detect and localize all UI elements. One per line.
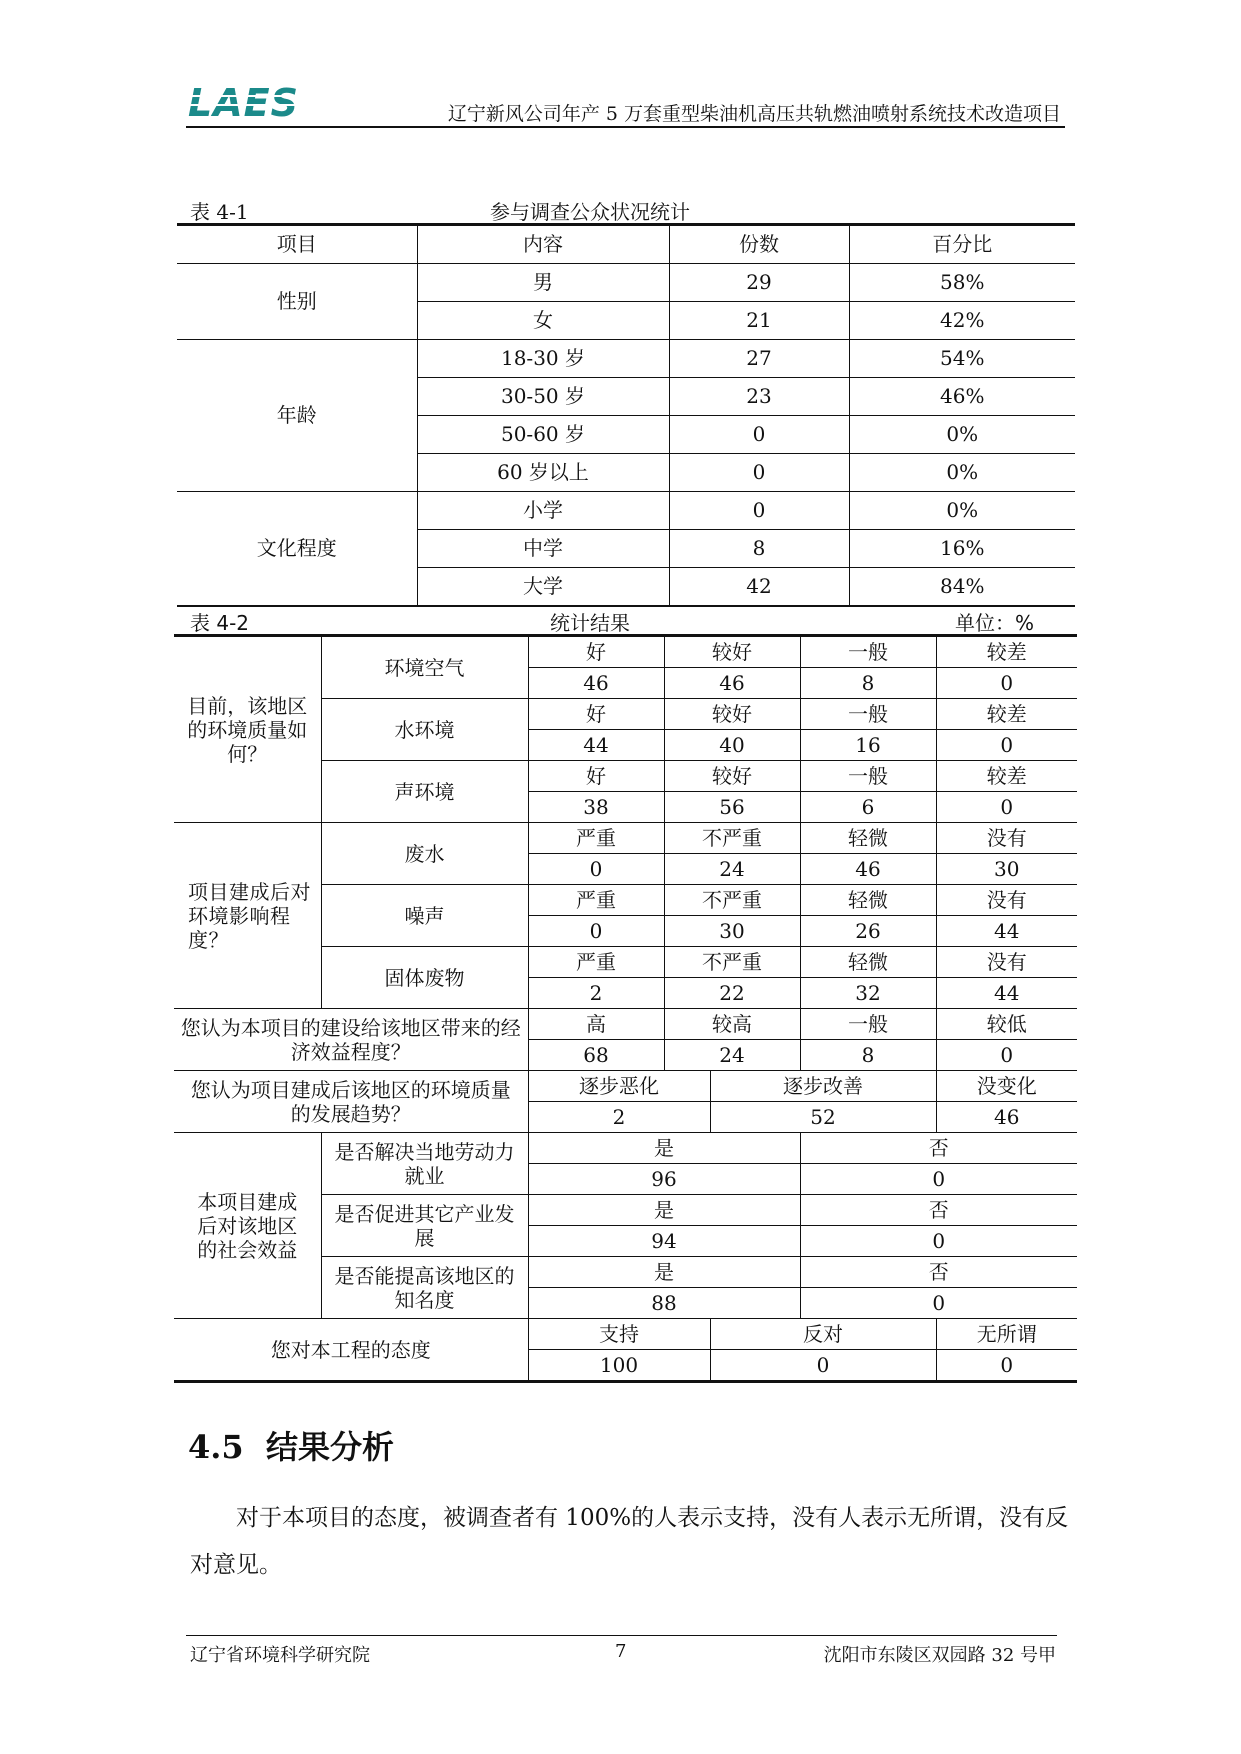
question-cell: 您认为本项目的建设给该地区带来的经济效益程度？ xyxy=(174,1009,528,1071)
value-cell: 22 xyxy=(664,978,800,1009)
table-public-status xyxy=(177,223,1075,607)
footer-institute: 辽宁省环境科学研究院 xyxy=(190,1645,370,1666)
header-cell: 项目 xyxy=(177,225,417,264)
item-cell: 是否促进其它产业发展 xyxy=(321,1195,528,1257)
value-cell: 88 xyxy=(528,1288,800,1319)
option-cell: 较差 xyxy=(936,761,1077,792)
value-cell: 24 xyxy=(664,854,800,885)
cell: 0% xyxy=(849,416,1075,454)
table1-caption-number: 表 4-1 xyxy=(190,200,249,224)
table-row xyxy=(177,264,1075,302)
value-cell: 46 xyxy=(528,668,664,699)
option-cell: 不严重 xyxy=(664,823,800,854)
option-cell: 严重 xyxy=(528,823,664,854)
option-cell: 较差 xyxy=(936,699,1077,730)
cell: 0 xyxy=(669,416,849,454)
value-cell: 56 xyxy=(664,792,800,823)
question-cell: 您对本工程的态度 xyxy=(174,1319,528,1382)
option-cell: 否 xyxy=(800,1195,1077,1226)
header-cell: 内容 xyxy=(417,225,669,264)
cell: 0% xyxy=(849,492,1075,530)
item-cell: 水环境 xyxy=(321,699,528,761)
table-row xyxy=(177,492,1075,530)
value-cell: 30 xyxy=(936,854,1077,885)
cell: 21 xyxy=(669,302,849,340)
logo-text: LAES xyxy=(188,84,299,120)
table-row xyxy=(174,636,1077,668)
header-cell: 份数 xyxy=(669,225,849,264)
table-row xyxy=(174,823,1077,854)
item-cell: 是否能提高该地区的知名度 xyxy=(321,1257,528,1319)
cell: 8 xyxy=(669,530,849,568)
question-cell: 本项目建成后对该地区的社会效益 xyxy=(174,1133,321,1319)
value-cell: 100 xyxy=(528,1350,710,1382)
option-cell: 严重 xyxy=(528,947,664,978)
value-cell: 44 xyxy=(936,916,1077,947)
item-cell: 声环境 xyxy=(321,761,528,823)
table-survey-results xyxy=(174,634,1077,1383)
value-cell: 0 xyxy=(710,1350,936,1382)
value-cell: 46 xyxy=(664,668,800,699)
cell: 0 xyxy=(669,492,849,530)
header-cell: 百分比 xyxy=(849,225,1075,264)
item-cell: 噪声 xyxy=(321,885,528,947)
option-cell: 好 xyxy=(528,699,664,730)
value-cell: 0 xyxy=(528,854,664,885)
cell: 42% xyxy=(849,302,1075,340)
option-cell: 轻微 xyxy=(800,947,936,978)
option-cell: 不严重 xyxy=(664,947,800,978)
footer-rule xyxy=(186,1635,1057,1636)
value-cell: 26 xyxy=(800,916,936,947)
option-cell: 是 xyxy=(528,1257,800,1288)
value-cell: 46 xyxy=(800,854,936,885)
cell: 男 xyxy=(417,264,669,302)
value-cell: 0 xyxy=(936,730,1077,761)
table1-caption-title: 参与调查公众状况统计 xyxy=(490,200,690,224)
value-cell: 32 xyxy=(800,978,936,1009)
option-cell: 较低 xyxy=(936,1009,1077,1040)
cell: 23 xyxy=(669,378,849,416)
section-paragraph: 对于本项目的态度，被调查者有 100%的人表示支持，没有人表示无所谓，没有反对意见。 xyxy=(190,1505,1069,1578)
value-cell: 68 xyxy=(528,1040,664,1071)
option-cell: 逐步改善 xyxy=(710,1071,936,1102)
group-label: 性别 xyxy=(177,264,417,340)
cell: 中学 xyxy=(417,530,669,568)
table-header-row xyxy=(177,225,1075,264)
option-cell: 较好 xyxy=(664,699,800,730)
table-row xyxy=(174,1009,1077,1040)
value-cell: 16 xyxy=(800,730,936,761)
item-cell: 是否解决当地劳动力就业 xyxy=(321,1133,528,1195)
cell: 84% xyxy=(849,568,1075,607)
value-cell: 0 xyxy=(528,916,664,947)
table2-caption-title: 统计结果 xyxy=(550,611,630,635)
value-cell: 52 xyxy=(710,1102,936,1133)
question-cell: 您认为项目建成后该地区的环境质量的发展趋势？ xyxy=(174,1071,528,1133)
group-label: 年龄 xyxy=(177,340,417,492)
table2-caption-number: 表 4-2 xyxy=(190,611,250,635)
option-cell: 好 xyxy=(528,636,664,668)
cell: 27 xyxy=(669,340,849,378)
option-cell: 一般 xyxy=(800,699,936,730)
option-cell: 反对 xyxy=(710,1319,936,1350)
option-cell: 支持 xyxy=(528,1319,710,1350)
value-cell: 0 xyxy=(800,1164,1077,1195)
value-cell: 0 xyxy=(800,1226,1077,1257)
laes-logo xyxy=(188,84,320,120)
section-heading: 4.5 结果分析 xyxy=(188,1428,394,1466)
option-cell: 否 xyxy=(800,1257,1077,1288)
option-cell: 逐步恶化 xyxy=(528,1071,710,1102)
cell: 29 xyxy=(669,264,849,302)
value-cell: 38 xyxy=(528,792,664,823)
table-row xyxy=(177,340,1075,378)
option-cell: 较高 xyxy=(664,1009,800,1040)
option-cell: 好 xyxy=(528,761,664,792)
cell: 16% xyxy=(849,530,1075,568)
page-number: 7 xyxy=(615,1641,627,1662)
cell: 小学 xyxy=(417,492,669,530)
value-cell: 46 xyxy=(936,1102,1077,1133)
value-cell: 96 xyxy=(528,1164,800,1195)
item-cell: 废水 xyxy=(321,823,528,885)
option-cell: 较好 xyxy=(664,636,800,668)
option-cell: 没有 xyxy=(936,947,1077,978)
group-label: 文化程度 xyxy=(177,492,417,607)
option-cell: 不严重 xyxy=(664,885,800,916)
option-cell: 没有 xyxy=(936,885,1077,916)
cell: 46% xyxy=(849,378,1075,416)
cell: 女 xyxy=(417,302,669,340)
cell: 大学 xyxy=(417,568,669,607)
cell: 58% xyxy=(849,264,1075,302)
option-cell: 一般 xyxy=(800,761,936,792)
footer-address: 沈阳市东陵区双园路 32 号甲 xyxy=(823,1645,1056,1666)
table-row xyxy=(174,1133,1077,1164)
option-cell: 是 xyxy=(528,1133,800,1164)
value-cell: 0 xyxy=(936,1350,1077,1382)
item-cell: 固体废物 xyxy=(321,947,528,1009)
option-cell: 一般 xyxy=(800,1009,936,1040)
cell: 0% xyxy=(849,454,1075,492)
header-rule xyxy=(186,126,1065,128)
option-cell: 一般 xyxy=(800,636,936,668)
value-cell: 40 xyxy=(664,730,800,761)
cell: 18-30 岁 xyxy=(417,340,669,378)
value-cell: 44 xyxy=(936,978,1077,1009)
option-cell: 没有 xyxy=(936,823,1077,854)
question-cell: 项目建成后对环境影响程度？ xyxy=(174,823,321,1009)
value-cell: 30 xyxy=(664,916,800,947)
option-cell: 轻微 xyxy=(800,823,936,854)
value-cell: 0 xyxy=(936,1040,1077,1071)
table2-caption-unit: 单位：% xyxy=(955,611,1035,635)
option-cell: 轻微 xyxy=(800,885,936,916)
value-cell: 0 xyxy=(800,1288,1077,1319)
value-cell: 8 xyxy=(800,668,936,699)
table-row xyxy=(174,1071,1077,1102)
cell: 30-50 岁 xyxy=(417,378,669,416)
option-cell: 较好 xyxy=(664,761,800,792)
value-cell: 0 xyxy=(936,792,1077,823)
value-cell: 2 xyxy=(528,978,664,1009)
item-cell: 环境空气 xyxy=(321,636,528,699)
value-cell: 0 xyxy=(936,668,1077,699)
value-cell: 2 xyxy=(528,1102,710,1133)
cell: 54% xyxy=(849,340,1075,378)
value-cell: 6 xyxy=(800,792,936,823)
question-cell: 目前，该地区的环境质量如何？ xyxy=(174,636,321,823)
option-cell: 较差 xyxy=(936,636,1077,668)
option-cell: 高 xyxy=(528,1009,664,1040)
option-cell: 否 xyxy=(800,1133,1077,1164)
option-cell: 是 xyxy=(528,1195,800,1226)
option-cell: 没变化 xyxy=(936,1071,1077,1102)
option-cell: 严重 xyxy=(528,885,664,916)
option-cell: 无所谓 xyxy=(936,1319,1077,1350)
value-cell: 24 xyxy=(664,1040,800,1071)
table-row xyxy=(174,1319,1077,1350)
header-title: 辽宁新风公司年产 5 万套重型柴油机高压共轨燃油喷射系统技术改造项目 xyxy=(447,103,1061,125)
cell: 0 xyxy=(669,454,849,492)
cell: 50-60 岁 xyxy=(417,416,669,454)
value-cell: 94 xyxy=(528,1226,800,1257)
value-cell: 44 xyxy=(528,730,664,761)
cell: 60 岁以上 xyxy=(417,454,669,492)
cell: 42 xyxy=(669,568,849,607)
value-cell: 8 xyxy=(800,1040,936,1071)
